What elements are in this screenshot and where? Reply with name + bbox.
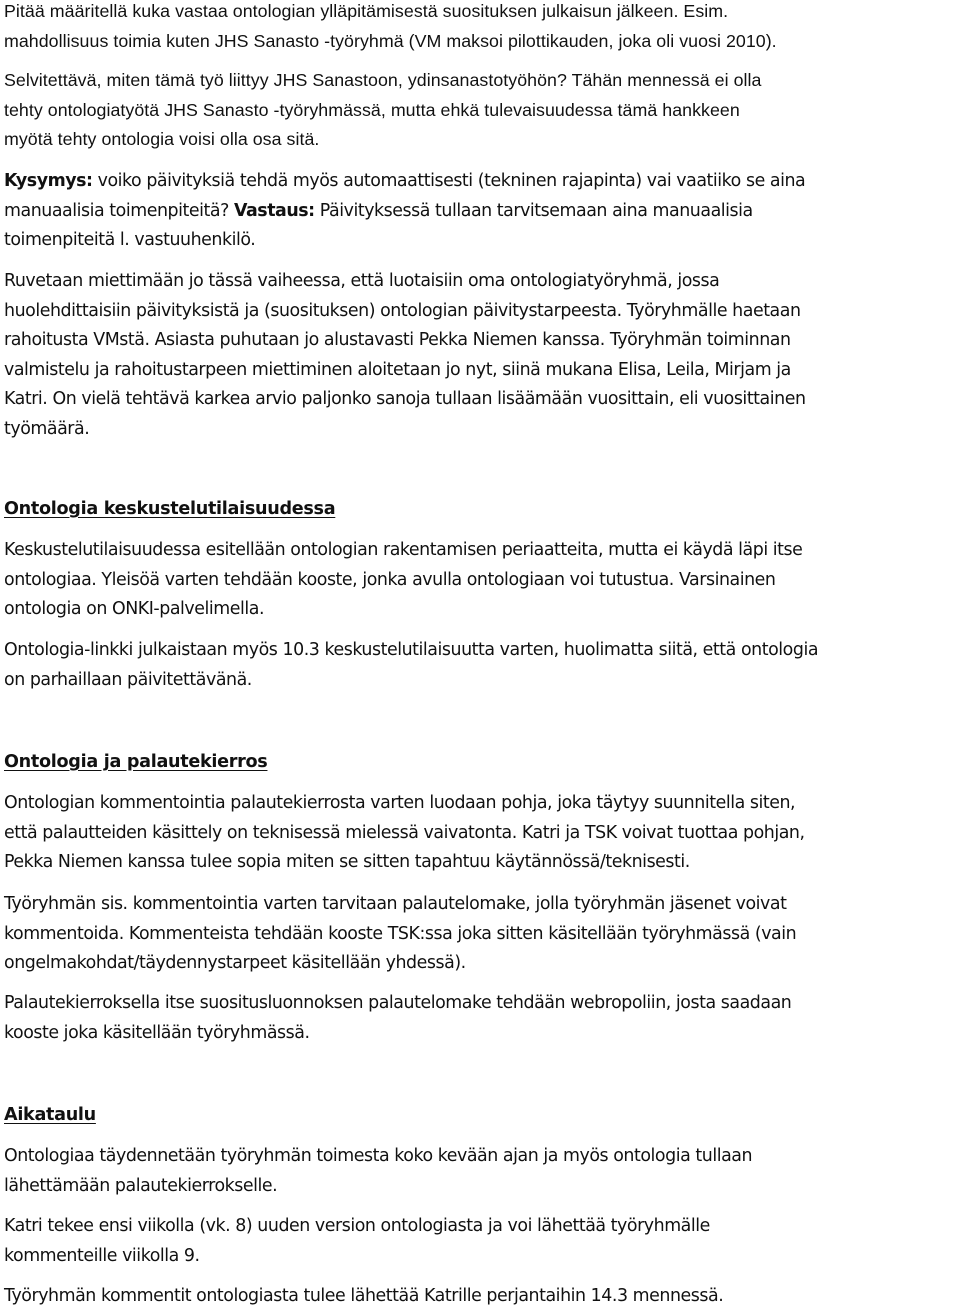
discussion-p2-line-2: on parhaillaan päivitettävänä. xyxy=(4,669,252,690)
discussion-paragraph-1 xyxy=(4,536,802,625)
sanasto-paragraph xyxy=(4,66,761,155)
schedule-p2-line-2: kommenteille viikolla 9. xyxy=(4,1245,200,1266)
sanasto-line-3: myötä tehty ontologia voisi olla osa sitä. xyxy=(4,129,320,150)
feedback-p3-line-1: Palautekierroksella itse suositusluonnoksen palautelomake tehdään webropoliin, josta saadaan xyxy=(4,993,792,1013)
workgroup-line-5: Katri. On vielä tehtävä karkea arvio paljonko sanoja tullaan lisäämään vuosittain, eli vuosittainen xyxy=(4,389,806,410)
schedule-paragraph-1 xyxy=(4,1142,752,1201)
workgroup-line-2: huolehdittaisiin päivityksistä ja (suosituksen) ontologian päivitystarpeesta. Työryhmälle haetaan xyxy=(4,300,801,321)
schedule-p2-line-1: Katri tekee ensi viikolla (vk. 8) uuden version ontologiasta ja voi lähettää työryhmälle xyxy=(4,1216,710,1236)
question-text-1: voiko päivityksiä tehdä myös automaattisesti (tekninen rajapinta) vai vaatiiko se aina xyxy=(92,171,806,191)
feedback-p1-line-3: Pekka Niemen kanssa tulee sopia miten se sitten tapahtuu käytännössä/teknisesti. xyxy=(4,852,690,873)
intro-paragraph xyxy=(4,0,777,56)
workgroup-paragraph xyxy=(4,267,806,445)
workgroup-line-6: työmäärä. xyxy=(4,418,90,439)
answer-text-2: toimenpiteitä l. vastuuhenkilö. xyxy=(4,230,256,251)
feedback-paragraph-3 xyxy=(4,989,791,1048)
answer-label: Vastaus: xyxy=(233,200,315,221)
workgroup-line-3: rahoitusta VMstä. Asiasta puhutaan jo alustavasti Pekka Niemen kanssa. Työryhmän toiminnan xyxy=(4,330,791,351)
schedule-p1-line-2: lähettämään palautekierrokselle. xyxy=(4,1175,278,1196)
feedback-paragraph-1 xyxy=(4,789,805,878)
qa-line-2 xyxy=(4,197,805,227)
section-heading-discussion: Ontologia keskustelutilaisuudessa xyxy=(4,499,336,519)
feedback-p3-line-2: kooste joka käsitellään työryhmässä. xyxy=(4,1022,310,1043)
section-heading-schedule: Aikataulu xyxy=(4,1105,96,1125)
feedback-paragraph-2 xyxy=(4,890,796,979)
feedback-p2-line-1: Työryhmän sis. kommentointia varten tarvitaan palautelomake, jolla työryhmän jäsenet voivat xyxy=(4,894,787,914)
discussion-p1-line-2: ontologiaa. Yleisöä varten tehdään kooste, jonka avulla ontologiaan voi tutustua. Varsinainen xyxy=(4,569,776,590)
sanasto-line-1: Selvitettävä, miten tämä työ liittyy JHS Sanastoon, ydinsanastotyöhön? Tähän mennessä ei olla xyxy=(4,70,762,90)
qa-line-1 xyxy=(4,167,805,197)
feedback-p2-line-2: kommentoida. Kommenteista tehdään kooste TSK:ssa joka sitten käsitellään työryhmässä (vain xyxy=(4,923,797,944)
feedback-p1-line-1: Ontologian kommentointia palautekierrosta varten luodaan pohja, joka täytyy suunnitella siten, xyxy=(4,793,796,813)
question-text-2: manuaalisia toimenpiteitä? xyxy=(4,200,234,221)
workgroup-line-1: Ruvetaan miettimään jo tässä vaiheessa, että luotaisiin oma ontologiatyöryhmä, jossa xyxy=(4,271,720,291)
schedule-p1-line-1: Ontologiaa täydennetään työryhmän toimesta koko kevään ajan ja myös ontologia tullaan xyxy=(4,1146,753,1166)
schedule-paragraph-3 xyxy=(4,1282,723,1312)
discussion-paragraph-2 xyxy=(4,636,818,695)
workgroup-line-4: valmistelu ja rahoitustarpeen miettiminen aloitetaan jo nyt, siinä mukana Elisa, Leila, Mirjam ja xyxy=(4,359,791,380)
intro-line-1: Pitää määritellä kuka vastaa ontologian ylläpitämisestä suosituksen julkaisun jälkeen. Esim. xyxy=(4,1,729,21)
schedule-paragraph-2 xyxy=(4,1212,710,1271)
discussion-p2-line-1: Ontologia-linkki julkaistaan myös 10.3 keskustelutilaisuutta varten, huolimatta siitä, että ontologia xyxy=(4,640,819,660)
qa-paragraph xyxy=(4,167,805,256)
discussion-p1-line-3: ontologia on ONKI-palvelimella. xyxy=(4,599,265,620)
schedule-p3-line-1: Työryhmän kommentit ontologiasta tulee lähettää Katrille perjantaihin 14.3 mennessä. xyxy=(4,1286,724,1306)
discussion-p1-line-1: Keskustelutilaisuudessa esitellään ontologian rakentamisen periaatteita, mutta ei käydä läpi itse xyxy=(4,540,803,560)
answer-text-1: Päivityksessä tullaan tarvitsemaan aina manuaalisia xyxy=(314,200,753,221)
feedback-p1-line-2: että palautteiden käsittely on teknisessä mielessä vaivatonta. Katri ja TSK voivat tuottaa pohjan, xyxy=(4,822,805,843)
sanasto-line-2: tehty ontologiatyötä JHS Sanasto -työryhmässä, mutta ehkä tulevaisuudessa tämä hankkeen xyxy=(4,99,740,120)
question-label: Kysymys: xyxy=(4,171,93,191)
section-heading-feedback: Ontologia ja palautekierros xyxy=(4,752,268,772)
feedback-p2-line-3: ongelmakohdat/täydennystarpeet käsitellään yhdessä). xyxy=(4,953,466,974)
intro-line-2: mahdollisuus toimia kuten JHS Sanasto -työryhmä (VM maksoi pilottikauden, joka oli vuosi 2010). xyxy=(4,30,777,51)
